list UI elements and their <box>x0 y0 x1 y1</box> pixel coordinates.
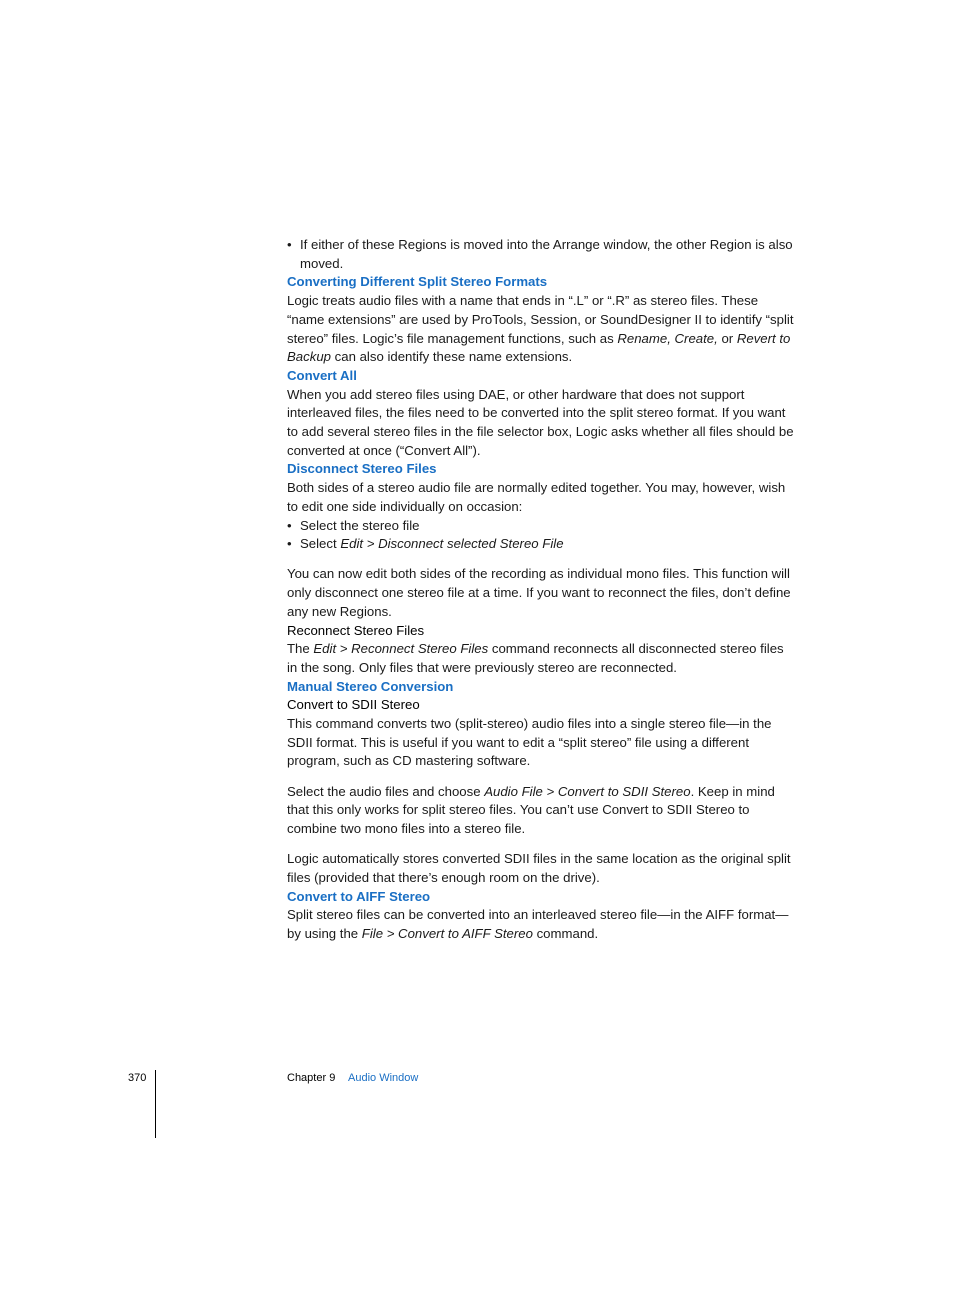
bullet-text: Select the stereo file <box>300 517 420 533</box>
section-heading-converting-formats: Converting Different Split Stereo Formats <box>287 274 548 290</box>
footer-chapter-title: Audio Window <box>348 1072 419 1084</box>
section-heading-manual-conversion: Manual Stereo Conversion <box>287 678 454 694</box>
footer-divider <box>155 1070 156 1138</box>
paragraph: Select the audio files and choose Audio File > Convert to SDII Stereo. Keep in mind that this only works for split stereo files. You can’t use Convert to SDII Stereo to combine two mono files into a stereo file. <box>287 783 775 837</box>
bullet-item <box>287 517 797 536</box>
section-heading-disconnect-stereo: Disconnect Stereo Files <box>287 461 437 477</box>
paragraph: Logic automatically stores converted SDII files in the same location as the original split files (provided that there’s enough room on the drive). <box>287 851 791 885</box>
bullet-text: Select Edit > Disconnect selected Stereo File <box>300 536 564 552</box>
sub-heading-reconnect: Reconnect Stereo Files <box>287 622 425 638</box>
bullet-dot: • <box>287 536 292 552</box>
bullet-item <box>287 535 797 554</box>
section-heading-convert-aiff: Convert to AIFF Stereo <box>287 888 431 904</box>
paragraph: The Edit > Reconnect Stereo Files command reconnects all disconnected stereo files in the song. Only files that were previously stereo are reconnected. <box>287 641 784 675</box>
paragraph: Split stereo files can be converted into an interleaved stereo file—in the AIFF format—by using the File > Convert to AIFF Stereo command. <box>287 907 789 942</box>
paragraph: This command converts two (split-stereo) audio files into a single stereo file—in the SDII format. This is useful if you want to edit a “split stereo” file using a different program, such as CD mastering software. <box>287 716 772 769</box>
paragraph: Both sides of a stereo audio file are normally edited together. You may, however, wish to edit one side individually on occasion: <box>287 480 786 514</box>
section-heading-convert-all: Convert All <box>287 367 357 383</box>
paragraph: When you add stereo files using DAE, or other hardware that does not support interleaved files, the files need to be converted into the split stereo format. If you want to add several stereo files in the file selector box, Logic asks whether all files should be converted at once (“Convert All”). <box>287 386 794 458</box>
page-number: 370 <box>128 1072 147 1084</box>
paragraph: You can now edit both sides of the recording as individual mono files. This function will only disconnect one stereo file at a time. If you want to reconnect the files, don’t define any new Regions. <box>287 566 791 619</box>
bullet-dot: • <box>287 517 292 533</box>
footer-chapter: Chapter 9 <box>287 1072 336 1084</box>
bullet-text: If either of these Regions is moved into the Arrange window, the other Region is also moved. <box>300 237 793 271</box>
page-content <box>287 236 797 944</box>
sub-heading-convert-sdii: Convert to SDII Stereo <box>287 697 420 713</box>
paragraph: Logic treats audio files with a name that ends in “.L” or “.R” as stereo files. These “name extensions” are used by ProTools, Session, or SoundDesigner II to identify “split stereo” files. Logic’s file management functions, such as Rename, Create, or Revert to Backup can also identify these name extensions. <box>287 293 794 365</box>
bullet-dot: • <box>287 237 292 252</box>
bullet-item <box>287 236 797 273</box>
